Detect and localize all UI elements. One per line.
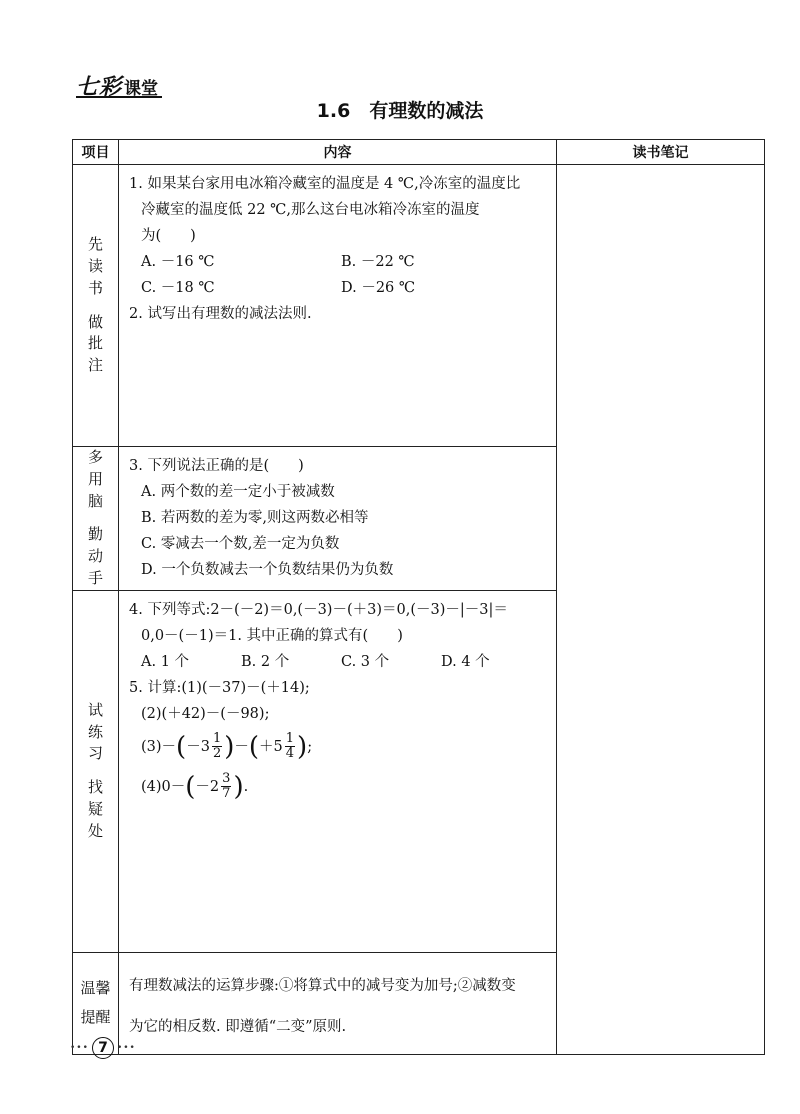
option: C. 3 个 [341,653,390,670]
question-text: 2. 试写出有理数的减法法则. [129,306,312,322]
table-header-row [73,140,765,165]
question-text: 1. 如果某台家用电冰箱冷藏室的温度是 4 ℃,冷冻室的温度比 [129,176,521,192]
section-content [119,165,557,447]
page-number-value: 7 [92,1037,114,1059]
page-number [70,1037,136,1059]
brand-word: 课堂 [124,79,159,99]
section-preview [73,165,765,447]
question-text: 3. 下列说法正确的是( ) [129,458,304,474]
question-text: 冷藏室的温度低 22 ℃,那么这台电冰箱冷冻室的温度 [141,202,480,218]
section-label: 多 用 脑 勤 动 手 [73,447,119,591]
option: A. 1 个 [141,653,190,670]
section-label: 试 练 习 找 疑 处 [73,590,119,952]
question-text: 为( ) [141,228,196,244]
question-text: 5. 计算:(1)(－37)－(＋14); [129,679,310,696]
section-label: 先 读 书 做 批 注 [73,165,119,447]
notes-column [557,165,765,1055]
option: C. －18 ℃ [141,280,215,296]
page-title: 1.6 有理数的减法 [316,100,484,122]
option: D. －26 ℃ [341,280,416,296]
option: D. 4 个 [441,653,490,670]
question-text: (2)(＋42)－(－98); [141,705,270,722]
option: B. 2 个 [241,653,290,670]
expression-4: (4)0－(－2 $\frac{3}{7}$ ). [141,771,249,802]
question-text: 4. 下列等式:2－(－2)＝0,(－3)－(＋3)＝0,(－3)－|－3|＝ [129,601,508,618]
option: B. 若两数的差为零,则这两数必相等 [141,510,369,526]
dots-decoration: ••• [70,1043,89,1053]
question-text: 0,0－(－1)＝1. 其中正确的算式有( ) [141,627,403,644]
tip-content [116,952,557,1055]
option: B. －22 ℃ [341,254,415,270]
header-item: 项目 [73,140,119,165]
brand-script: 七彩 [76,74,123,100]
option: D. 一个负数减去一个负数结果仍为负数 [141,562,394,578]
header-notes: 读书笔记 [557,140,765,165]
expression-3: (3)－(－3 $\frac{1}{2}$ )－(＋5 $\frac{1}{4}$ ); [141,731,313,762]
study-table [72,139,765,1055]
tip-text: 为它的相反数. 即遵循“二变”原则. [129,1018,347,1035]
section-label: 温馨 提醒 [73,952,119,1055]
section-content [119,447,557,591]
section-content [119,590,557,952]
header-content: 内容 [119,140,557,165]
option: A. －16 ℃ [141,254,215,270]
dots-decoration: ••• [116,1043,136,1053]
tip-text: 有理数减法的运算步骤:①将算式中的减号变为加号;②减数变 [129,978,516,994]
option: C. 零减去一个数,差一定为负数 [141,536,340,552]
option: A. 两个数的差一定小于被减数 [141,484,335,500]
